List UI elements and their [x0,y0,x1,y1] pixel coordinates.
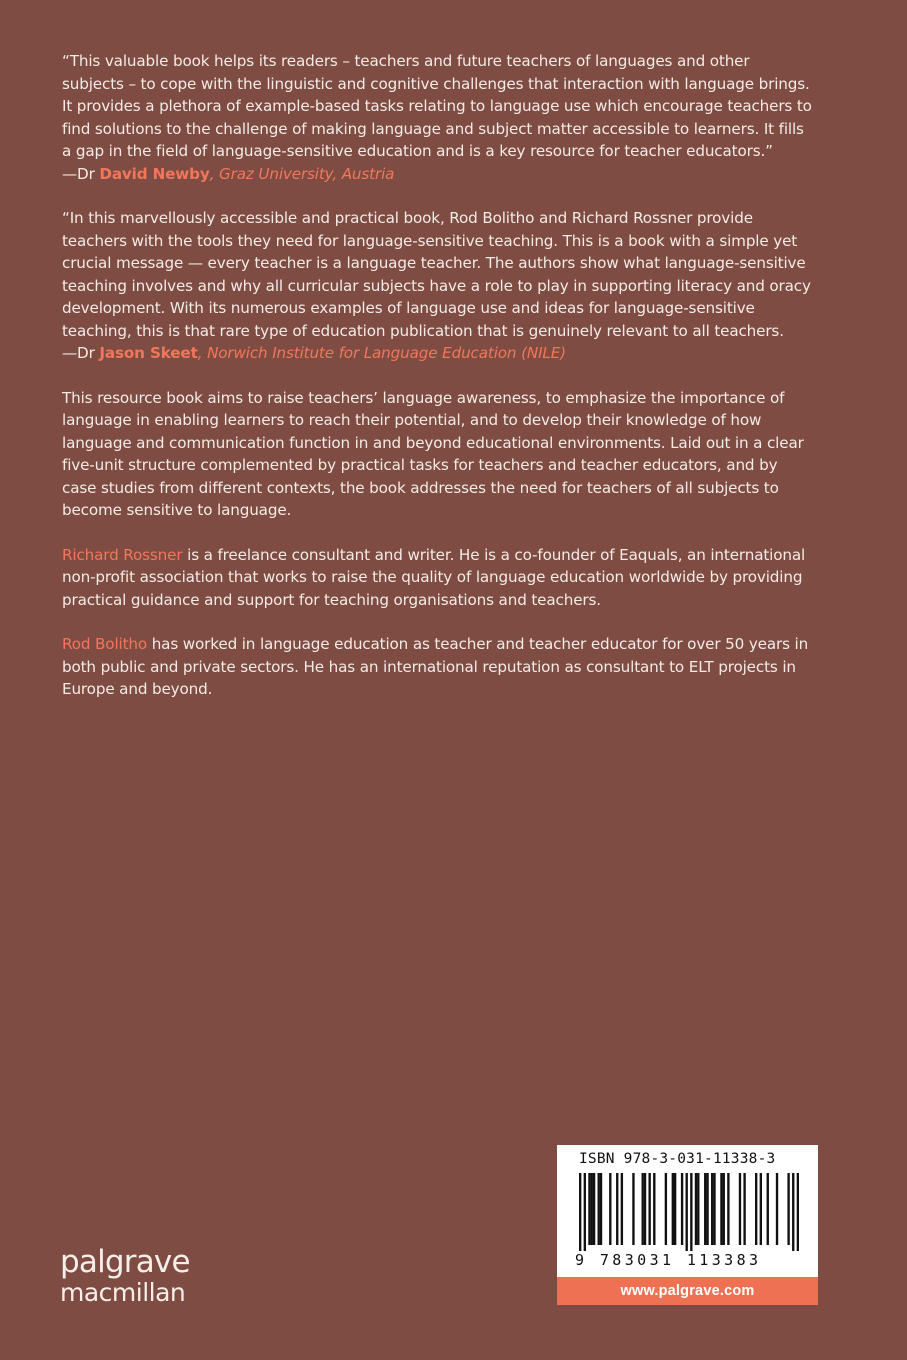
isbn-label: ISBN 978-3-031-11338-3 [579,1151,776,1167]
publisher-logo-line2: macmillan [60,1278,186,1307]
attribution-prefix: —Dr [62,164,95,183]
endorser-affiliation: Graz University, Austria [219,164,395,183]
author-name: Rod Bolitho [62,635,148,653]
barcode-bar [600,1173,602,1245]
author-bio: is a freelance consultant and writer. He is a co-founder of Eaquals, an international non-profit association that works to raise the quality of language education worldwide by providing practical guidance and support for teaching organisations and teachers. [62,545,806,609]
barcode-bar [648,1173,650,1245]
endorsement-skeet [62,207,814,365]
barcode-bar [690,1173,692,1251]
barcode-bar [598,1173,600,1245]
endorsement-newby [62,50,814,185]
quote-attribution: —Dr David Newby, Graz University, Austria [62,164,395,183]
quote-text: “This valuable book helps its readers – teachers and future teachers of languages and other subjects – to cope with the linguistic and cognitive challenges that interaction with language brings. It provides a plethora of example-based tasks relating to language use which encourage teachers to find solutions to the challenge of making language and subject matter accessible to learners. It fills a gap in the field of language-sensitive education and is a key resource for teacher educators.” [62,52,812,160]
barcode-bar [797,1173,799,1251]
barcode-bar [653,1173,655,1245]
barcode-bar [621,1173,623,1245]
barcode-bar [591,1173,593,1245]
barcode [579,1173,799,1251]
author-name: Richard Rossner [62,545,183,564]
barcode-bar [632,1173,634,1245]
barcode-bar [720,1173,722,1245]
quote-attribution: —Dr Jason Skeet, Norwich Institute for Language Education (NILE) [62,344,566,362]
author-bio-bolitho [62,633,814,701]
barcode-bar [584,1173,586,1251]
back-cover-text [62,50,814,723]
barcode-bar [686,1173,688,1251]
ean-digits: 9 783031 113383 [575,1251,762,1269]
barcode-bar [776,1173,778,1245]
barcode-bar [681,1173,683,1245]
barcode-bar [609,1173,611,1245]
author-bio: has worked in language education as teacher and teacher educator for over 50 years in both public and private sectors. He has an international reputation as consultant to ELT projects in Europe and beyond. [62,635,809,698]
quote-text: “In this marvellously accessible and practical book, Rod Bolitho and Richard Rossner provide teachers with the tools they need for language-sensitive teaching. This is a book with a simple yet crucial message — every teacher is a language teacher. The authors show what language-sensitive teaching involves and why all curricular subjects have a role to play in supporting literacy and oracy development. With its numerous examples of language use and ideas for language-sensitive teaching, this is that rare type of education publication that is genuinely relevant to all teachers. [62,209,811,340]
barcode-bar [672,1173,674,1245]
barcode-bar [723,1173,725,1245]
barcode-bar [792,1173,794,1251]
barcode-bar [755,1173,757,1245]
book-description [62,387,814,522]
barcode-bar [579,1173,581,1251]
attribution-prefix: —Dr [62,344,95,362]
barcode-bar [665,1173,667,1245]
publisher-website: www.palgrave.com [557,1277,818,1305]
barcode-bar [593,1173,595,1245]
barcode-bar [695,1173,697,1245]
barcode-bar [787,1173,789,1245]
description-text: This resource book aims to raise teachers’ language awareness, to emphasize the importance of language in enabling learners to reach their potential, and to develop their knowledge of how language and communication function in and beyond educational environments. Laid out in a clear five-unit structure complemented by practical tasks for teachers and teacher educators, and by case studies from different contexts, the book addresses the need for teachers of all subjects to become sensitive to language. [62,388,804,519]
endorser-affiliation: Norwich Institute for Language Education (NILE) [207,344,566,362]
barcode-bar [588,1173,590,1245]
barcode-bar [706,1173,708,1245]
barcode-bar [644,1173,646,1245]
publisher-logo [60,1245,190,1307]
author-bio-rossner [62,544,814,612]
barcode-bar [674,1173,676,1245]
barcode-bar [697,1173,699,1245]
barcode-bar [711,1173,713,1245]
barcode-bar [743,1173,745,1245]
publisher-logo-line1: palgrave [60,1244,190,1280]
isbn-barcode-box [557,1145,818,1277]
endorser-name: David Newby [99,164,210,183]
endorser-name: Jason Skeet [99,344,198,362]
barcode-bar [760,1173,762,1245]
barcode-bar [704,1173,706,1245]
barcode-bar [616,1173,618,1245]
barcode-bar [739,1173,741,1245]
barcode-bar [642,1173,644,1245]
barcode-bar [713,1173,715,1245]
barcode-bar [767,1173,769,1245]
barcode-bar [727,1173,729,1245]
